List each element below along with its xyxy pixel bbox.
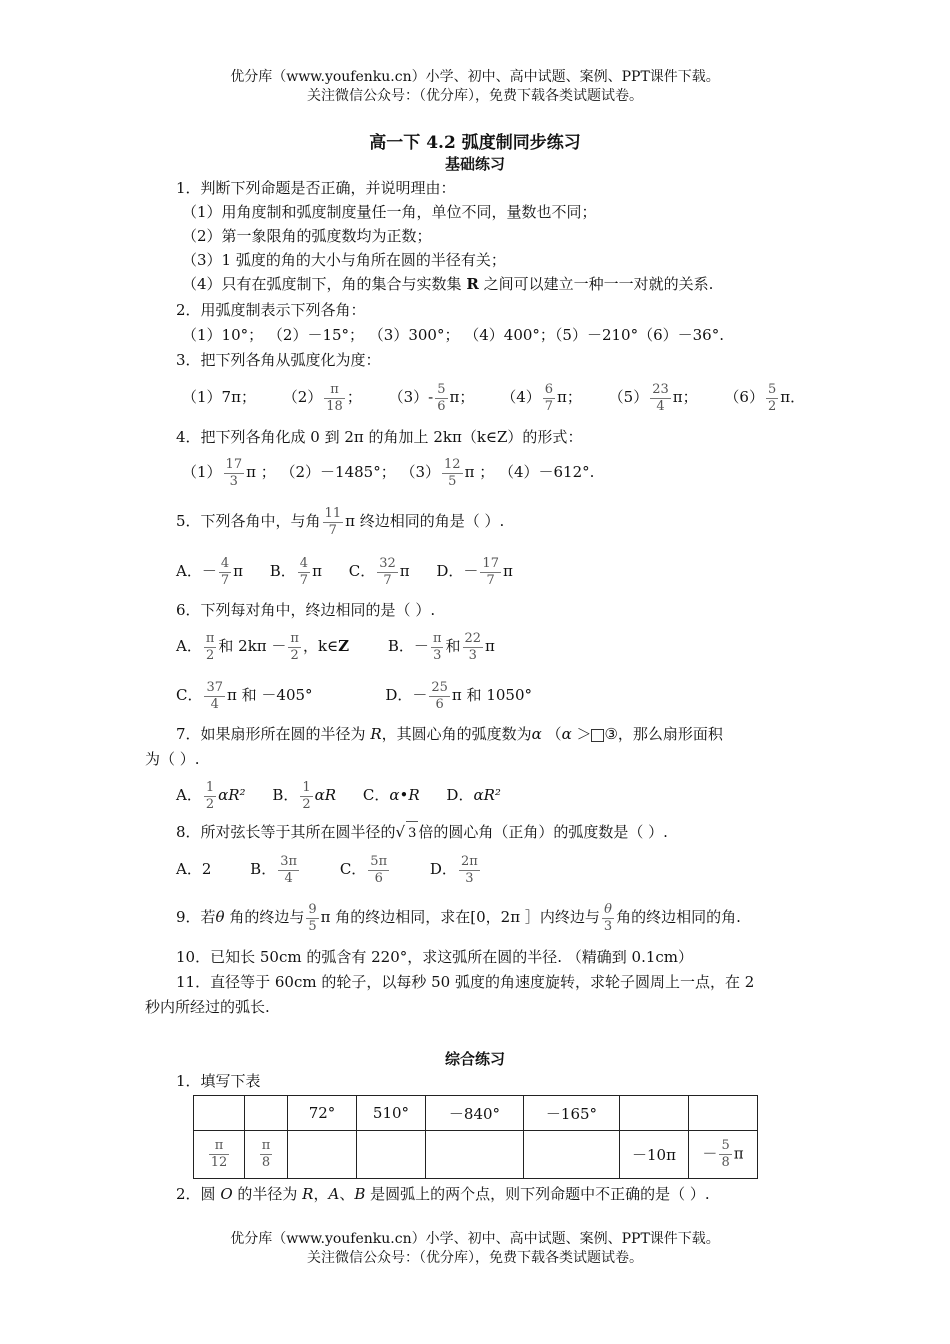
table-cell: － $\frac{5}{8}$ π bbox=[689, 1131, 758, 1179]
q6-option-c: C． bbox=[176, 686, 203, 704]
table-cell bbox=[426, 1131, 524, 1179]
q5-option-a: A．－ bbox=[176, 562, 217, 580]
q5-option-c: C． bbox=[348, 562, 376, 580]
q9-text: 9．若θ 角的终边与 $\frac{9}{5}$ π 角的终边相同，求在[0，2π ］内终边与 $\frac{\theta}{3}$ 角的终边相同的角. bbox=[176, 901, 741, 934]
table-cell: －165° bbox=[524, 1096, 620, 1131]
table-cell: $\frac{\pi}{12}$ bbox=[194, 1131, 245, 1179]
table-cell: －10π bbox=[620, 1131, 689, 1179]
q1-s4-a: （4）只有在弧度制下，角的集合与实数集 bbox=[182, 275, 467, 293]
table-row bbox=[194, 1131, 758, 1179]
q4-stem: 4．把下列各角化成 0 到 2π 的角加上 2kπ（k∈Z）的形式： bbox=[176, 428, 583, 446]
header-line-2: 关注微信公众号：（优分库），免费下载各类试题试卷。 bbox=[307, 88, 643, 104]
table-cell bbox=[357, 1131, 426, 1179]
q7-options: A． $\frac{1}{2}$ αR² B． $\frac{1}{2}$ αR C．α•R D．αR² bbox=[176, 779, 501, 812]
table-cell: －840° bbox=[426, 1096, 524, 1131]
q1-s4-c: 之间可以建立一种一一对就的关系. bbox=[478, 275, 714, 293]
q1-s2: （2）第一象限角的弧度数均为正数； bbox=[182, 227, 432, 245]
q6-options-ab: A． $\frac{\pi}{2}$ 和 2kπ － $\frac{\pi}{2}$ ，k∈Z B．－ $\frac{\pi}{3}$ 和 $\frac{22}{3}$ π bbox=[176, 630, 495, 663]
table-cell bbox=[689, 1096, 758, 1131]
q3-frac-3: $\frac{5}{6}$ bbox=[437, 381, 446, 414]
q8-option-a: A．2 bbox=[176, 860, 212, 878]
q5-options: A．－ $\frac{4}{7}$ π B． $\frac{4}{7}$ π C． $\frac{32}{7}$ π D．－ $\frac{17}{7}$ π bbox=[176, 555, 513, 588]
table-cell: 72° bbox=[288, 1096, 357, 1131]
q3-i5: （5） bbox=[608, 388, 649, 406]
q5-stem: 5．下列各角中，与角 $\frac{11}{7}$ π 终边相同的角是（ ）. bbox=[176, 505, 505, 538]
q3-frac-2: $\frac{\pi}{18}$ bbox=[326, 381, 343, 414]
q1-s4-R: R bbox=[466, 275, 479, 293]
q3-frac-4: $\frac{6}{7}$ bbox=[544, 381, 554, 414]
q3-i2: （2） bbox=[282, 388, 323, 406]
q8-option-b: B． bbox=[250, 860, 277, 878]
q7-option-d: D． bbox=[446, 786, 474, 804]
q3-i1: （1）7π； bbox=[182, 388, 256, 406]
q10-text: 10．已知长 50cm 的弧含有 220°，求这弧所在圆的半径. （精确到 0.1cm） bbox=[176, 948, 694, 966]
z2-stem: 2．圆 O 的半径为 R，A、B 是圆弧上的两个点，则下列命题中不正确的是（ ）. bbox=[176, 1185, 710, 1203]
footer-line-1: 优分库（www.youfenku.cn）小学、初中、高中试题、案例、PPT课件下载。 bbox=[230, 1231, 720, 1247]
q11-line2: 秒内所经过的弧长. bbox=[145, 998, 270, 1016]
section-basic: 基础练习 bbox=[444, 155, 505, 173]
q8-option-c: C． bbox=[339, 860, 367, 878]
q4-items: （1） $\frac{17}{3}$ π ； （2）－1485°； （3） $\frac{12}{5}$ π ； （4）－612°. bbox=[182, 456, 595, 489]
q7-option-b: B． bbox=[272, 786, 299, 804]
table-cell bbox=[288, 1131, 357, 1179]
q7-line2: 为（ ）. bbox=[145, 750, 200, 768]
q6-option-a: A． bbox=[176, 637, 202, 655]
unknown-glyph-box bbox=[591, 729, 604, 742]
q7-option-a: A． bbox=[176, 786, 202, 804]
q6-stem: 6．下列每对角中，终边相同的是（ ）. bbox=[176, 601, 436, 619]
q6-option-d: D．－ bbox=[385, 686, 428, 704]
conversion-table bbox=[193, 1095, 758, 1179]
q3-items: （1）7π； （2） $\frac{\pi}{18}$ ； （3）- $\frac{5}{6}$ π； （4） $\frac{6}{7}$ π； （5） $\frac{23}{4}$ π； （6） $\frac{5}{2}$ π． bbox=[182, 381, 806, 414]
table-cell: $\frac{\pi}{8}$ bbox=[245, 1131, 288, 1179]
q3-frac-5: $\frac{23}{4}$ bbox=[652, 381, 669, 414]
table-cell bbox=[524, 1131, 620, 1179]
q8-stem: 8．所对弦长等于其所在圆半径的√ 3 倍的圆心角（正角）的弧度数是（ ）. bbox=[176, 820, 846, 846]
q1-s4 bbox=[182, 272, 852, 296]
table-cell bbox=[245, 1096, 288, 1131]
table-cell: 510° bbox=[357, 1096, 426, 1131]
q5-option-b: B． bbox=[269, 562, 296, 580]
q6-options-cd: C． $\frac{37}{4}$ π 和 －405° D．－ $\frac{25}{6}$ π 和 1050° bbox=[176, 679, 532, 712]
q2-items: （1）10°； （2）－15°； （3）300°； （4）400°；（5）－210°（6）－36°. bbox=[182, 326, 724, 344]
table-cell bbox=[194, 1096, 245, 1131]
page-title: 高一下 4.2 弧度制同步练习 bbox=[369, 133, 581, 153]
q3-frac-6: $\frac{5}{2}$ bbox=[767, 381, 777, 414]
q1-s3: （3）1 弧度的角的大小与角所在圆的半径有关； bbox=[182, 251, 506, 269]
q3-i6: （6） bbox=[724, 388, 764, 406]
footer-line-2: 关注微信公众号：（优分库），免费下载各类试题试卷。 bbox=[307, 1250, 643, 1266]
q8-options: A．2 B． $\frac{3\pi}{4}$ C． $\frac{5\pi}{6}$ D． $\frac{2\pi}{3}$ bbox=[176, 853, 478, 886]
section-comprehensive: 综合练习 bbox=[444, 1050, 505, 1068]
q4-frac-3: $\frac{12}{5}$ bbox=[444, 456, 461, 489]
z1-stem: 1．填写下表 bbox=[176, 1072, 261, 1090]
q7-line1: 7．如果扇形所在圆的半径为 R，其圆心角的弧度数为α （α ＞ ③，那么扇形面积 bbox=[176, 725, 723, 743]
q3-i4: （4） bbox=[501, 388, 541, 406]
q5-option-d: D．－ bbox=[436, 562, 479, 580]
header-line-1: 优分库（www.youfenku.cn）小学、初中、高中试题、案例、PPT课件下载。 bbox=[230, 69, 720, 85]
q6-option-b: B．－ bbox=[387, 637, 429, 655]
q5-frac: $\frac{11}{7}$ bbox=[324, 505, 342, 538]
table-row bbox=[194, 1096, 758, 1131]
q1-stem: 1．判断下列命题是否正确，并说明理由： bbox=[176, 179, 456, 197]
q11-line1: 11．直径等于 60cm 的轮子，以每秒 50 弧度的角速度旋转，求轮子圆周上一点，在 2 bbox=[176, 973, 755, 991]
q1-s1: （1）用角度制和弧度制度量任一角，单位不同，量数也不同； bbox=[182, 203, 597, 221]
q4-frac-1: $\frac{17}{3}$ bbox=[225, 456, 243, 489]
q7-option-c: C． bbox=[362, 786, 390, 804]
q3-i3: （3）- bbox=[388, 388, 434, 406]
q8-option-d: D． bbox=[429, 860, 457, 878]
q2-stem: 2．用弧度制表示下列各角： bbox=[176, 301, 366, 319]
table-cell bbox=[620, 1096, 689, 1131]
q3-stem: 3．把下列各角从弧度化为度： bbox=[176, 351, 381, 369]
